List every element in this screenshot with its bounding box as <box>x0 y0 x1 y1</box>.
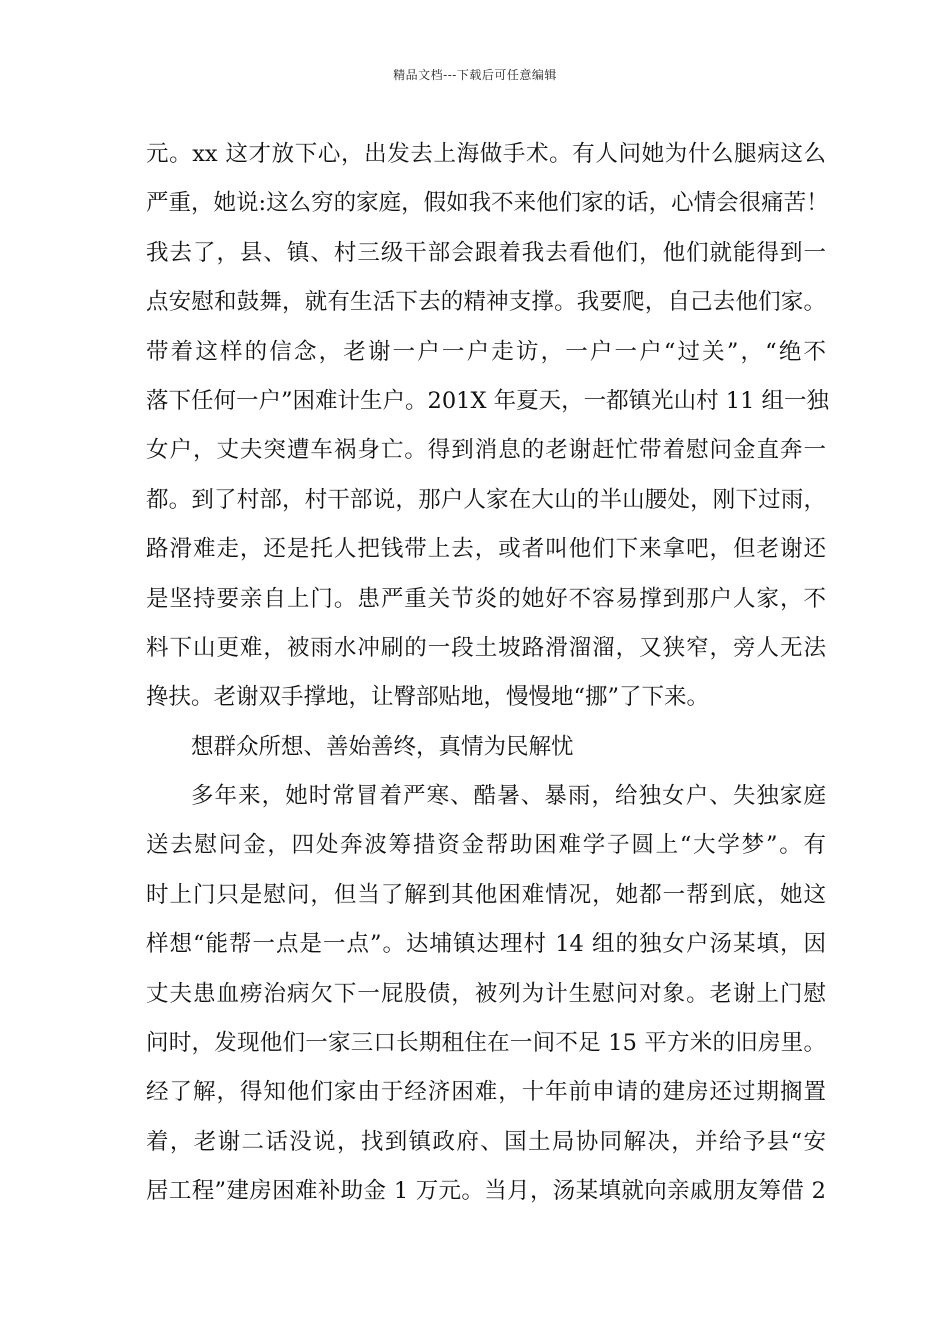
text-line: 元。xx 这才放下心，出发去上海做手术。有人问她为什么腿病这么 <box>146 141 826 167</box>
text-line: 问时，发现他们一家三口长期租住在一间不足 15 平方米的旧房里。 <box>146 1030 826 1057</box>
page-header: 精品文档---下载后可任意编辑 <box>393 68 557 82</box>
text-line: 落下任何一户”困难计生户。201X 年夏天，一都镇光山村 11 组一独 <box>146 387 830 414</box>
text-line: 都。到了村部，村干部说，那户人家在大山的半山腰处，刚下过雨， <box>146 486 826 513</box>
section-heading: 想群众所想、善始善终，真情为民解忧 <box>191 733 574 760</box>
paragraph-end-line: 搀扶。老谢双手撑地，让臀部贴地，慢慢地“挪”了下来。 <box>146 684 710 711</box>
text-line: 是坚持要亲自上门。患严重关节炎的她好不容易撑到那户人家，不 <box>146 585 826 612</box>
text-line: 丈夫患血痨治病欠下一屁股债，被列为计生慰问对象。老谢上门慰 <box>146 980 826 1007</box>
text-line: 女户，丈夫突遭车祸身亡。得到消息的老谢赶忙带着慰问金直奔一 <box>146 437 826 464</box>
text-line: 样想“能帮一点是一点”。达埔镇达理村 14 组的独女户汤某填，因 <box>146 931 826 958</box>
paragraph-first-line: 多年来，她时常冒着严寒、酷暑、暴雨，给独女户、失独家庭 <box>191 783 826 810</box>
text-line: 我去了，县、镇、村三级干部会跟着我去看他们，他们就能得到一 <box>146 239 826 266</box>
text-line: 料下山更难，被雨水冲刷的一段土坡路滑溜溜，又狭窄，旁人无法 <box>146 634 826 661</box>
text-line: 时上门只是慰问，但当了解到其他困难情况，她都一帮到底，她这 <box>146 881 826 908</box>
body-text <box>146 130 830 1217</box>
text-line: 居工程”建房困难补助金 1 万元。当月，汤某填就向亲戚朋友筹借 2 <box>146 1178 826 1205</box>
text-line: 带着这样的信念，老谢一户一户走访，一户一户“过关”，“绝不 <box>146 338 826 365</box>
text-line: 严重，她说:这么穷的家庭，假如我不来他们家的话，心情会很痛苦！ <box>146 190 829 217</box>
text-line: 着，老谢二话没说，找到镇政府、国土局协同解决，并给予县“安 <box>146 1128 826 1155</box>
text-line: 路滑难走，还是托人把钱带上去，或者叫他们下来拿吧，但老谢还 <box>146 536 826 563</box>
text-line: 点安慰和鼓舞，就有生活下去的精神支撑。我要爬，自己去他们家。 <box>146 289 826 316</box>
text-line: 经了解，得知他们家由于经济困难，十年前申请的建房还过期搁置 <box>146 1079 826 1106</box>
text-line: 送去慰问金，四处奔波筹措资金帮助困难学子圆上“大学梦”。有 <box>146 832 826 859</box>
